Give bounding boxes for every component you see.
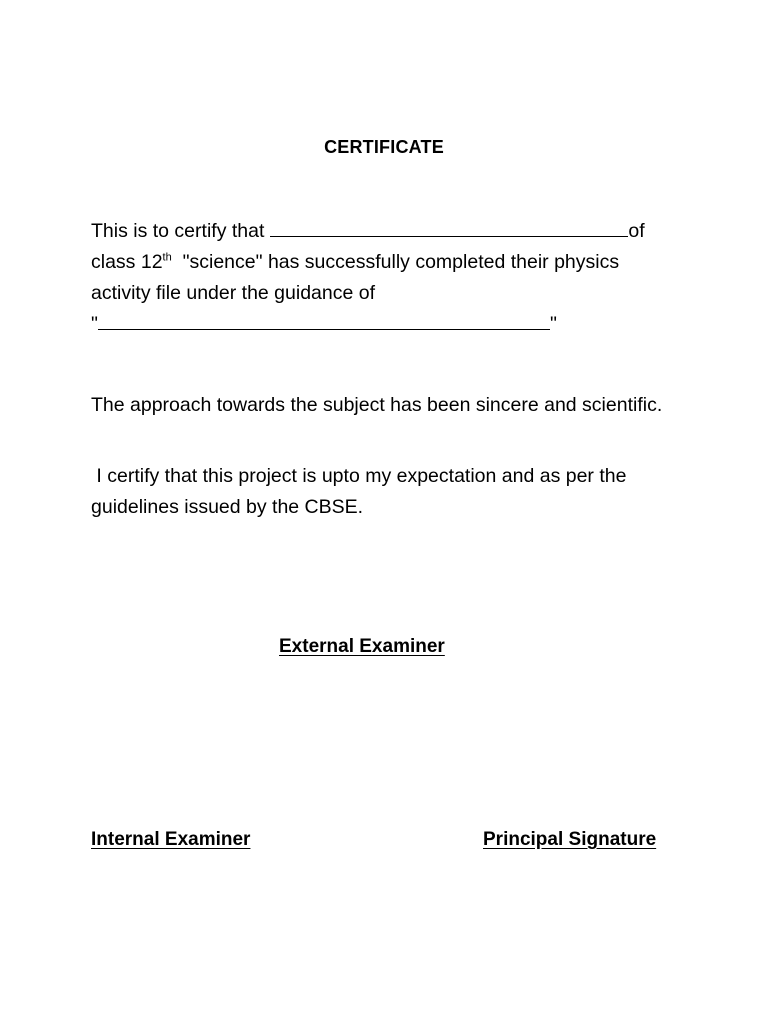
principal-signature-label: Principal Signature xyxy=(483,829,657,850)
close-quote: " xyxy=(549,313,557,335)
certify-line xyxy=(91,216,691,247)
open-quote: " xyxy=(91,313,98,335)
certificate-title: CERTIFICATE xyxy=(324,137,444,157)
class-rest: "science" has successfully completed their physics xyxy=(171,251,620,273)
external-examiner-label: External Examiner xyxy=(279,636,445,657)
class-superscript: th xyxy=(162,251,172,264)
certification-paragraph xyxy=(91,216,691,340)
guide-name-blank xyxy=(98,309,550,330)
expectation-paragraph: I certify that this project is upto my expectation and as per the guidelines issued by the CBSE. xyxy=(91,465,632,518)
certify-suffix: of xyxy=(628,220,645,242)
guide-name-line xyxy=(91,309,691,340)
student-name-blank xyxy=(270,216,628,237)
internal-examiner-label: Internal Examiner xyxy=(91,829,251,850)
guidance-line: activity file under the guidance of xyxy=(91,282,376,304)
approach-paragraph: The approach towards the subject has been sincere and scientific. xyxy=(91,394,663,416)
class-prefix: class 12 xyxy=(91,251,163,273)
class-line xyxy=(91,247,691,278)
certify-prefix: This is to certify that xyxy=(91,220,265,242)
